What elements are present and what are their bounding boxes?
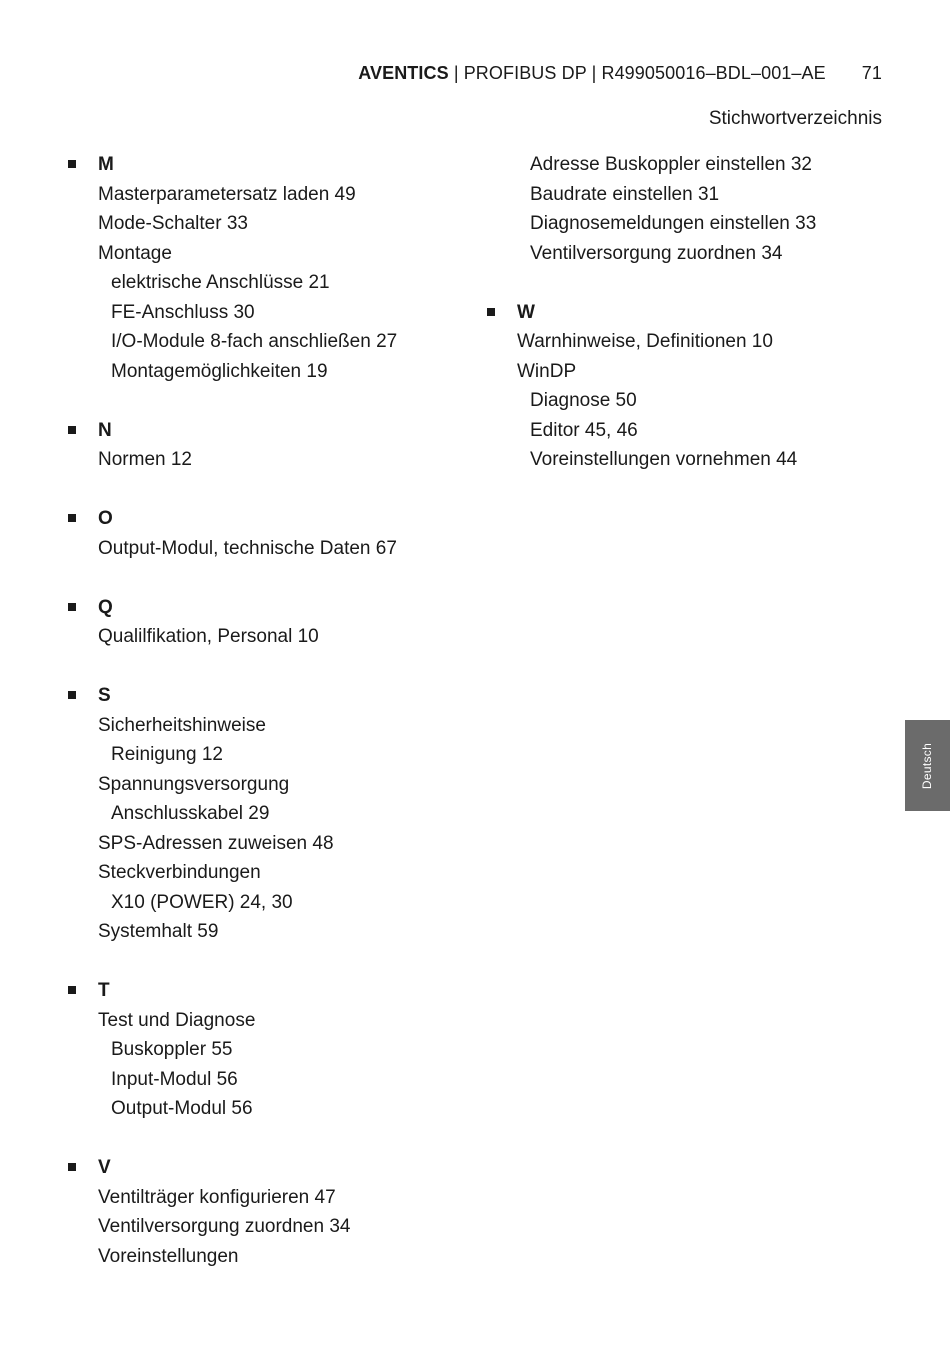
index-entry: SPS-Adressen zuweisen 48 <box>98 832 334 854</box>
square-bullet-icon <box>68 986 76 994</box>
index-letter-heading <box>66 150 397 180</box>
index-letter: W <box>517 301 535 323</box>
index-column-left <box>66 150 397 1271</box>
brand-name: AVENTICS <box>358 63 449 83</box>
language-tab-label: Deutsch <box>920 742 935 789</box>
index-entry: Masterparametersatz laden 49 <box>98 183 356 205</box>
index-entry: Warnhinweise, Definitionen 10 <box>517 331 773 352</box>
index-subentry: Adresse Buskoppler einstellen 32 <box>530 154 813 175</box>
index-entry: Sicherheitshinweise <box>98 714 266 736</box>
index-entry: Mode-Schalter 33 <box>98 213 248 234</box>
index-letter: S <box>98 685 111 706</box>
square-bullet-icon <box>68 160 76 168</box>
index-subentry: Reinigung 12 <box>111 744 223 765</box>
index-letter-heading <box>66 681 397 711</box>
index-column-right <box>485 150 816 475</box>
section-gap <box>66 475 397 505</box>
index-entry: Ventilversorgung zuordnen 34 <box>98 1216 351 1237</box>
index-entry: Output-Modul, technische Daten 67 <box>98 537 397 559</box>
index-letter-heading <box>66 504 397 534</box>
index-letter: V <box>98 1157 111 1178</box>
index-subentry: FE-Anschluss 30 <box>111 301 255 323</box>
index-entry: Qualilfikation, Personal 10 <box>98 626 319 647</box>
document-id: | PROFIBUS DP | R499050016–BDL–001–AE <box>448 63 826 83</box>
index-subentry: Editor 45, 46 <box>530 419 638 441</box>
index-subentry: Voreinstellungen vornehmen 44 <box>530 449 798 470</box>
index-subentry: Diagnose 50 <box>530 390 637 411</box>
square-bullet-icon <box>68 1163 76 1171</box>
index-subentry: I/O-Module 8-fach anschließen 27 <box>111 331 398 352</box>
index-subentry: Anschlusskabel 29 <box>111 803 270 824</box>
square-bullet-icon <box>68 426 76 434</box>
index-letter-heading <box>66 1153 397 1183</box>
index-letter: N <box>98 419 112 441</box>
index-entry: Normen 12 <box>98 449 192 470</box>
index-subentry: X10 (POWER) 24, 30 <box>111 891 293 913</box>
index-entry: Test und Diagnose <box>98 1009 256 1031</box>
index-letter-heading <box>485 298 816 328</box>
index-subentry: Baudrate einstellen 31 <box>530 183 720 205</box>
index-letter: M <box>98 154 114 175</box>
running-header <box>358 63 882 84</box>
index-letter: T <box>98 980 110 1001</box>
index-entry: Ventilträger konfigurieren 47 <box>98 1186 336 1208</box>
square-bullet-icon <box>487 308 495 316</box>
section-gap <box>66 652 397 682</box>
index-entry: WinDP <box>517 360 577 382</box>
square-bullet-icon <box>68 691 76 699</box>
index-letter: O <box>98 508 113 529</box>
index-entry: Systemhalt 59 <box>98 921 219 942</box>
index-letter-heading <box>66 593 397 623</box>
section-gap <box>66 563 397 593</box>
section-gap <box>485 268 816 298</box>
page-number: 71 <box>861 63 882 83</box>
square-bullet-icon <box>68 603 76 611</box>
index-entry: Steckverbindungen <box>98 862 261 883</box>
index-letter-heading <box>66 416 397 446</box>
index-subentry: Montagemöglichkeiten 19 <box>111 360 328 382</box>
index-subentry: elektrische Anschlüsse 21 <box>111 272 330 293</box>
index-letter-heading <box>66 976 397 1006</box>
index-entry: Spannungsversorgung <box>98 773 290 795</box>
index-entry: Voreinstellungen <box>98 1245 239 1267</box>
section-gap <box>66 1124 397 1154</box>
language-tab[interactable] <box>905 720 950 811</box>
section-gap <box>66 386 397 416</box>
section-title: Stichwortverzeichnis <box>708 108 882 129</box>
index-subentry: Output-Modul 56 <box>111 1098 253 1119</box>
index-entry: Montage <box>98 242 172 264</box>
index-subentry: Input-Modul 56 <box>111 1068 238 1090</box>
index-letter: Q <box>98 596 113 618</box>
index-subentry: Ventilversorgung zuordnen 34 <box>530 242 783 264</box>
index-subentry: Diagnosemeldungen einstellen 33 <box>530 213 817 234</box>
square-bullet-icon <box>68 514 76 522</box>
index-subentry: Buskoppler 55 <box>111 1039 233 1060</box>
section-gap <box>66 947 397 977</box>
